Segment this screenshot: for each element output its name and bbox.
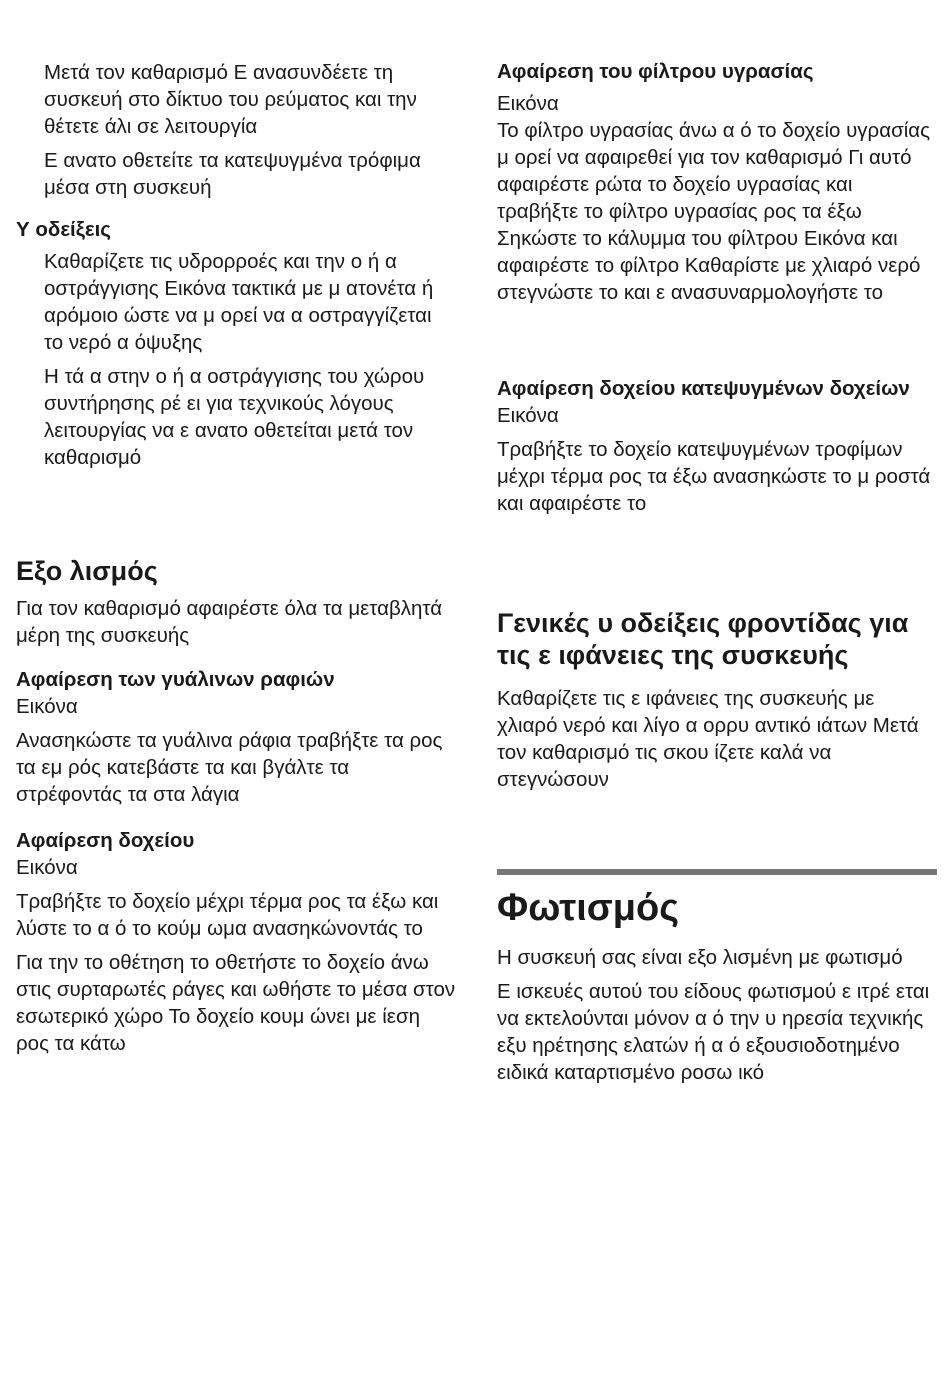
glass-shelves-text: Ανασηκώστε τα γυάλινα ράφια τραβήξτε τα ρος τα εμ ρός κατεβάστε τα και βγάλτε τα στρέφοντάς τα στα λάγια: [16, 729, 443, 806]
care-section: [497, 607, 937, 800]
glass-shelves-figure-ref: Εικόνα: [16, 695, 78, 718]
frozen-drawer-section: [497, 375, 937, 524]
hints-heading: Υ οδείξεις: [16, 218, 111, 241]
filter-text: Το φίλτρο υγρασίας άνω α ό το δοχείο υγρασίας μ ορεί να αφαιρεθεί για τον καθαρισμό Γι αυτό αφαιρέστε ρώτα το δοχείο υγρασίας και τραβήξτε το φίλτρο υγρασίας ρος τα έξω Σηκώστε το κάλυμμα του φίλτρου Εικόνα και αφαιρέστε το φίλτρο Καθαρίστε με χλιαρό νερό στεγνώστε το και ε ανασυναρμολογήστε το: [497, 119, 931, 304]
drawer-text-1: Τραβήξτε το δοχείο μέχρι τέρμα ρος τα έξω και λύστε το α ό το κούμ ωμα ανασηκώνοντάς το: [16, 890, 439, 940]
filter-heading: Αφαίρεση του φίλτρου υγρασίας: [497, 60, 814, 83]
drawer-text-2: Για την το οθέτηση το οθετήστε το δοχείο άνω στις συρταρωτές ράγες και ωθήστε το μέσα στον εσωτερικό χώρο Το δοχείο κουμ ώνει με ίεση ρος τα κάτω: [16, 951, 456, 1055]
intro-block: [16, 59, 456, 208]
frozen-drawer-heading: Αφαίρεση δοχείου κατεψυγμένων δοχείων: [497, 377, 910, 400]
filter-figure-ref: Εικόνα: [497, 92, 559, 115]
frozen-drawer-text: Τραβήξτε το δοχείο κατεψυγμένων τροφίμων μέχρι τέρμα ρος τα έξω ανασηκώστε το μ ροστά και αφαιρέστε το: [497, 438, 931, 515]
intro-paragraph-1: Μετά τον καθαρισμό Ε ανασυνδέετε τη συσκευή στο δίκτυο του ρεύματος και την θέτετε άλι σε λειτουργία: [44, 61, 417, 138]
frozen-drawer-figure-ref: Εικόνα: [497, 404, 559, 427]
equipment-section: [16, 555, 456, 656]
equipment-text: Για τον καθαρισμό αφαιρέστε όλα τα μεταβλητά μέρη της συσκευής: [16, 597, 443, 647]
drawer-figure-ref: Εικόνα: [16, 856, 78, 879]
equipment-heading: Εξο λισμός: [16, 556, 158, 586]
hint-paragraph-1: Καθαρίζετε τις υδρορροές και την ο ή α οστράγγισης Εικόνα τακτικά με μ ατονέτα ή αρόμοιο ώστε να μ ορεί να α οστραγγίζεται το νερό α όψυξης: [44, 250, 434, 354]
care-heading: Γενικές υ οδείξεις φροντίδας για τις ε ιφάνειες της συσκευής: [497, 608, 909, 670]
glass-shelves-section: [16, 666, 456, 815]
lighting-text-2: Ε ισκευές αυτού του είδους φωτισμού ε ιτρέ εται να εκτελούνται μόνον α ό την υ ηρεσία τεχνικής εξυ ηρέτησης ελατών ή α ό εξουσιοδοτημένο ειδικά καταρτισμένο ροσω ικό: [497, 980, 930, 1084]
filter-section: [497, 58, 937, 313]
section-divider: [497, 869, 937, 875]
lighting-section: [497, 886, 937, 1093]
glass-shelves-heading: Αφαίρεση των γυάλινων ραφιών: [16, 668, 335, 691]
lighting-heading: Φωτισμός: [497, 887, 679, 929]
lighting-text-1: Η συσκευή σας είναι εξο λισμένη με φωτισμό: [497, 946, 903, 969]
intro-paragraph-2: Ε ανατο οθετείτε τα κατεψυγμένα τρόφιμα μέσα στη συσκευή: [44, 149, 421, 199]
hint-paragraph-2: Η τά α στην ο ή α οστράγγισης του χώρου συντήρησης ρέ ει για τεχνικούς λόγους λειτουργίας να ε ανατο οθετείται μετά τον καθαρισμό: [44, 365, 425, 469]
care-text: Καθαρίζετε τις ε ιφάνειες της συσκευής με χλιαρό νερό και λίγο α ορρυ αντικό ιάτων Μετά τον καθαρισμό τις σκου ίζετε καλά να στεγνώσουν: [497, 687, 919, 791]
drawer-section: [16, 827, 456, 1064]
hints-section: [16, 216, 456, 478]
drawer-heading: Αφαίρεση δοχείου: [16, 829, 195, 852]
